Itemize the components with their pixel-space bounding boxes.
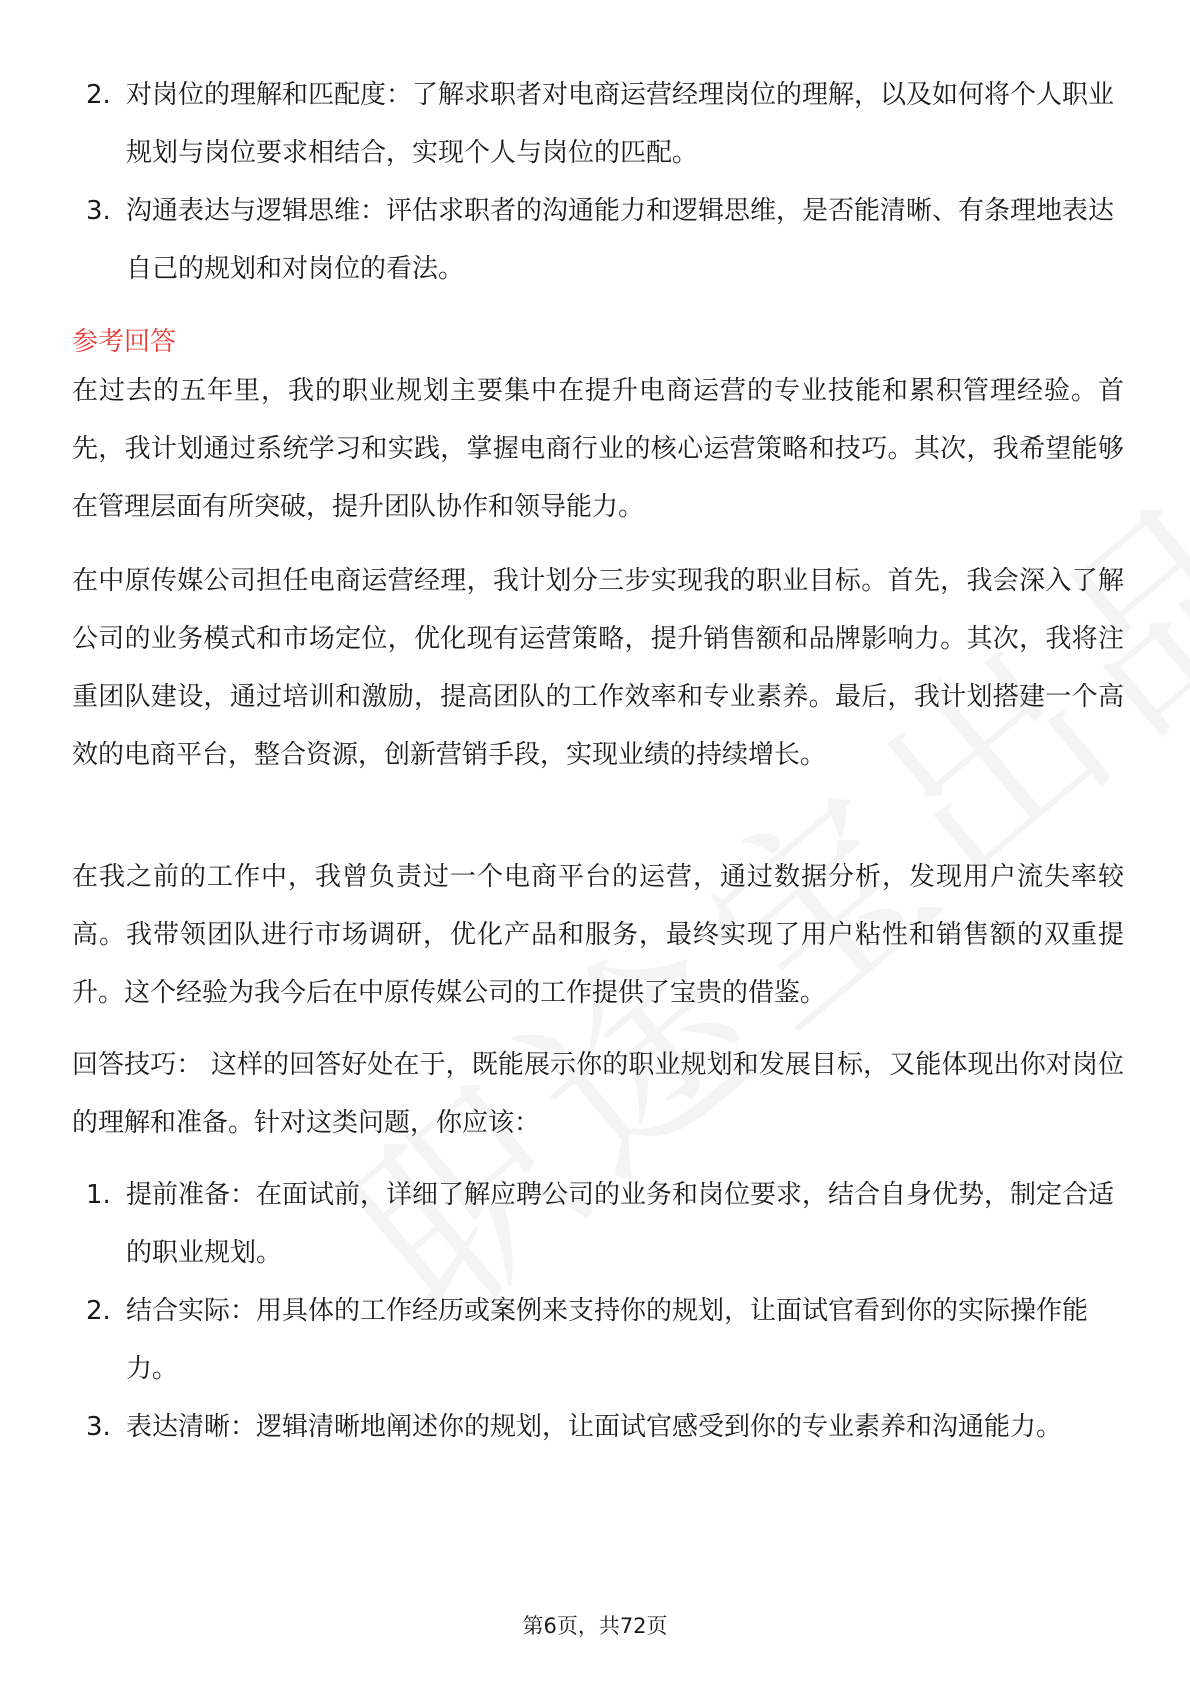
list-item (72, 1398, 1124, 1456)
list-number: 3. (86, 1412, 111, 1442)
list-item (72, 182, 1124, 298)
list-number: 1. (86, 1180, 111, 1210)
list-item-text: 表达清晰：逻辑清晰地阐述你的规划，让面试官感受到你的专业素养和沟通能力。 (126, 1412, 1063, 1442)
tips-list (72, 1166, 1124, 1456)
list-item (72, 1282, 1124, 1398)
list-item (72, 1166, 1124, 1282)
answer-paragraph: 在我之前的工作中，我曾负责过一个电商平台的运营，通过数据分析，发现用户流失率较高。我带领团队进行市场调研，优化产品和服务，最终实现了用户粘性和销售额的双重提升。这个经验为我今后在中原传媒公司的工作提供了宝贵的借鉴。 (72, 862, 1124, 1008)
answer-paragraph: 在中原传媒公司担任电商运营经理，我计划分三步实现我的职业目标。首先，我会深入了解公司的业务模式和市场定位，优化现有运营策略，提升销售额和品牌影响力。其次，我将注重团队建设，通过培训和激励，提高团队的工作效率和专业素养。最后，我计划搭建一个高效的电商平台，整合资源，创新营销手段，实现业绩的持续增长。 (72, 566, 1124, 770)
page-footer: 第6页，共72页 (522, 1614, 668, 1638)
list-item (72, 66, 1124, 182)
answer-paragraph: 在过去的五年里，我的职业规划主要集中在提升电商运营的专业技能和累积管理经验。首先，我计划通过系统学习和实践，掌握电商行业的核心运营策略和技巧。其次，我希望能够在管理层面有所突破，提升团队协作和领导能力。 (72, 376, 1124, 522)
list-item-text: 结合实际：用具体的工作经历或案例来支持你的规划，让面试官看到你的实际操作能力。 (126, 1296, 1089, 1384)
list-number: 2. (86, 80, 111, 110)
criteria-list (72, 66, 1124, 298)
list-number: 3. (86, 196, 111, 226)
tips-intro-paragraph: 回答技巧： 这样的回答好处在于，既能展示你的职业规划和发展目标，又能体现出你对岗位的理解和准备。针对这类问题，你应该： (72, 1050, 1124, 1138)
list-number: 2. (86, 1296, 111, 1326)
section-heading: 参考回答 (72, 327, 177, 357)
list-item-text: 对岗位的理解和匹配度：了解求职者对电商运营经理岗位的理解，以及如何将个人职业规划与岗位要求相结合，实现个人与岗位的匹配。 (126, 80, 1115, 168)
list-item-text: 沟通表达与逻辑思维：评估求职者的沟通能力和逻辑思维，是否能清晰、有条理地表达自己的规划和对岗位的看法。 (126, 196, 1115, 284)
list-item-text: 提前准备：在面试前，详细了解应聘公司的业务和岗位要求，结合自身优势，制定合适的职业规划。 (126, 1180, 1115, 1268)
